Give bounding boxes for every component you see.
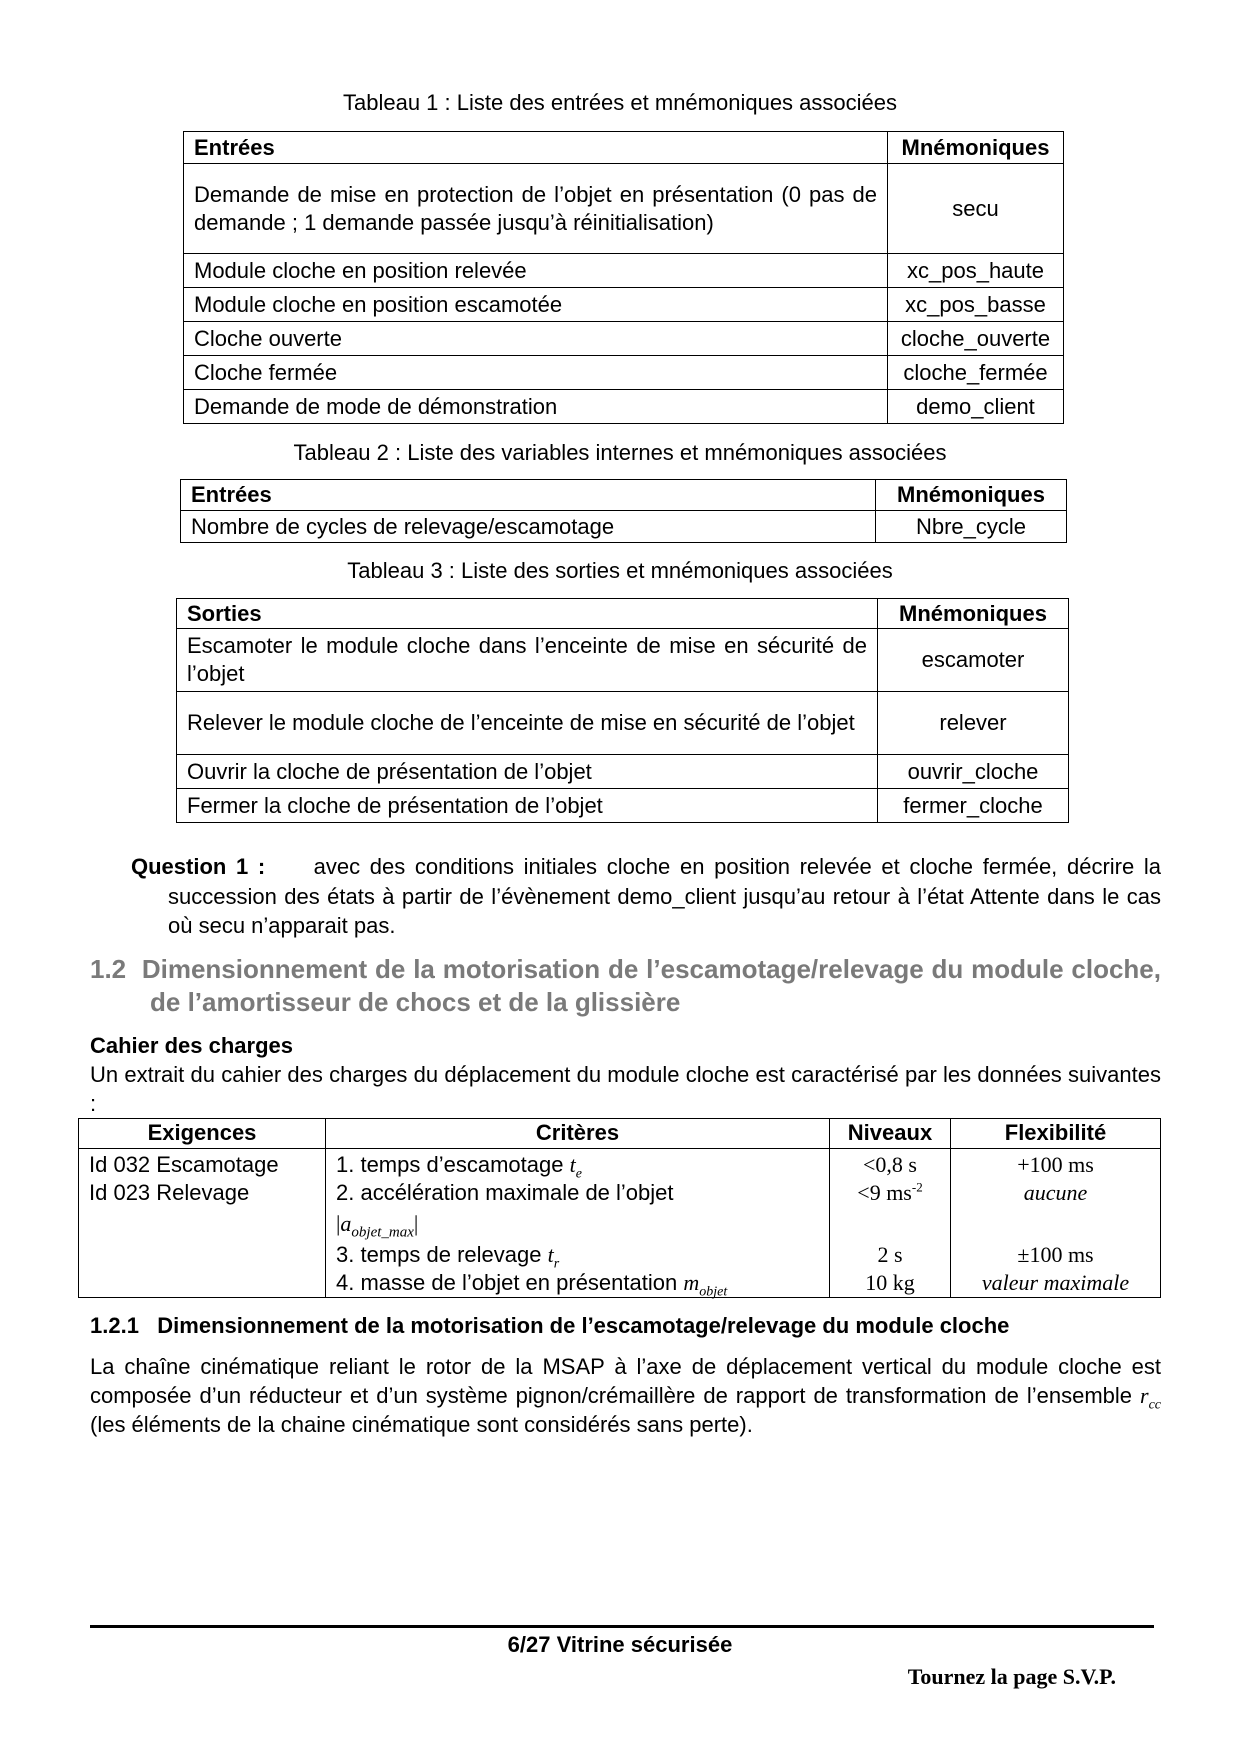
niveau-item — [840, 1179, 940, 1207]
section-title: Dimensionnement de la motorisation de l’escamotage/relevage du module cloche, de l’amortisseur de chocs et de la glissière — [141, 953, 1161, 1017]
cahier-title: Cahier des charges — [90, 1032, 293, 1058]
exigence-item: Id 032 Escamotage — [89, 1151, 279, 1177]
critere-text: 4. masse de l’objet en présentation — [336, 1269, 684, 1295]
table-cell: Relever le module cloche de l’enceinte de mise en sécurité de l’objet — [177, 692, 878, 755]
table-header: Mnémoniques — [888, 132, 1064, 164]
table-cell: Cloche fermée — [184, 356, 888, 390]
table1-inputs — [183, 131, 1064, 424]
flexibilite-item: +100 ms — [1017, 1151, 1094, 1177]
symbol: a — [340, 1210, 352, 1236]
flexibilite-item: ±100 ms — [1017, 1241, 1094, 1267]
symbol: t — [547, 1241, 554, 1267]
table-header: Niveaux — [830, 1118, 951, 1148]
symbol: t — [569, 1151, 576, 1177]
table3-outputs — [176, 598, 1069, 823]
critere-text: 1. temps d’escamotage — [336, 1151, 570, 1177]
table-cell: Cloche ouverte — [184, 322, 888, 356]
table-cell: ouvrir_cloche — [878, 755, 1069, 789]
exponent: -2 — [911, 1179, 923, 1195]
criteria-table — [78, 1118, 1161, 1298]
table-cell: secu — [888, 164, 1064, 254]
footer-turn-page: Tournez la page S.V.P. — [907, 1664, 1116, 1689]
section-number: 1.2 — [90, 953, 127, 984]
table-header: Mnémoniques — [876, 480, 1067, 511]
flexibilite-item: aucune — [1023, 1179, 1088, 1205]
table2-caption: Tableau 2 : Liste des variables internes et mnémoniques associées — [293, 440, 947, 465]
table-cell: Module cloche en position relevée — [184, 254, 888, 288]
section-1-2-1-heading — [90, 1312, 1161, 1340]
niveau-item: 2 s — [877, 1241, 903, 1267]
critere-item — [336, 1269, 819, 1297]
symbol-sub: objet_max — [351, 1223, 414, 1240]
table-cell: Demande de mise en protection de l’objet en présentation (0 pas de demande ; 1 demande passée jusqu’à réinitialisation) — [184, 164, 888, 254]
table-header: Flexibilité — [951, 1118, 1161, 1148]
table-cell: Nbre_cycle — [876, 511, 1067, 543]
paragraph-text: (les éléments de la chaine cinématique sont considérés sans perte). — [90, 1411, 753, 1437]
symbol: r — [1140, 1382, 1149, 1408]
section-1-2-heading — [90, 953, 1161, 1019]
niveau-item: <0,8 s — [863, 1151, 917, 1177]
table-header: Exigences — [79, 1118, 326, 1148]
table3-caption: Tableau 3 : Liste des sorties et mnémoniques associées — [347, 558, 893, 583]
footer-divider — [90, 1625, 1154, 1628]
question-1 — [131, 852, 1161, 941]
critere-item — [336, 1241, 819, 1269]
table-cell: demo_client — [888, 390, 1064, 424]
symbol-sub: cc — [1148, 1396, 1161, 1412]
paragraph-text: La chaîne cinématique reliant le rotor de la MSAP à l’axe de déplacement vertical du module cloche est composée d’un réducteur et d’un système pignon/crémaillère de rapport de transformation de l’ensemble — [90, 1353, 1161, 1408]
table-cell: cloche_fermée — [888, 356, 1064, 390]
critere-item — [336, 1151, 819, 1179]
table-cell: Module cloche en position escamotée — [184, 288, 888, 322]
table-header: Mnémoniques — [878, 599, 1069, 629]
amax-symbol: $|a_{objet\_max}|$ — [336, 1210, 419, 1240]
table-header: Critères — [326, 1118, 830, 1148]
symbol-sub: r — [553, 1255, 560, 1271]
flexibilite-item: valeur maximale — [981, 1269, 1130, 1295]
exigence-item: Id 023 Relevage — [89, 1179, 250, 1205]
symbol-sub: objet — [699, 1283, 728, 1299]
paragraph — [90, 1352, 1161, 1439]
cahier-text: Un extrait du cahier des charges du déplacement du module cloche est caractérisé par les données suivantes : — [90, 1061, 1161, 1116]
symbol: m — [683, 1269, 700, 1295]
table-cell: Fermer la cloche de présentation de l’objet — [177, 789, 878, 823]
question-text: avec des conditions initiales cloche en position relevée et cloche fermée, décrire la succession des états à partir de l’évènement demo_client jusqu’au retour à l’état Attente dans le cas où secu n’apparait pas. — [168, 854, 1162, 938]
table-header: Sorties — [177, 599, 878, 629]
symbol-sub: e — [575, 1165, 582, 1181]
table-cell: xc_pos_haute — [888, 254, 1064, 288]
table-cell: fermer_cloche — [878, 789, 1069, 823]
table-cell: Ouvrir la cloche de présentation de l’objet — [177, 755, 878, 789]
table-header: Entrées — [181, 480, 876, 511]
table1-caption: Tableau 1 : Liste des entrées et mnémoniques associées — [343, 90, 897, 115]
table-cell: cloche_ouverte — [888, 322, 1064, 356]
critere-text: 3. temps de relevage — [336, 1241, 548, 1267]
section-number: 1.2.1 — [90, 1312, 139, 1338]
table-cell: Escamoter le module cloche dans l’enceinte de mise en sécurité de l’objet — [177, 629, 878, 692]
table-cell: escamoter — [878, 629, 1069, 692]
table2-internal-variables — [180, 479, 1067, 543]
section-title: Dimensionnement de la motorisation de l’escamotage/relevage du module cloche — [157, 1312, 1010, 1338]
question-label: Question 1 : — [131, 854, 266, 879]
main-flow — [90, 852, 1161, 1439]
niveau-text: <9 ms — [857, 1179, 912, 1205]
critere-item: 2. accélération maximale de l’objet — [336, 1179, 674, 1205]
table-cell: relever — [878, 692, 1069, 755]
table-cell: Nombre de cycles de relevage/escamotage — [181, 511, 876, 543]
table-cell: xc_pos_basse — [888, 288, 1064, 322]
table-cell: Demande de mode de démonstration — [184, 390, 888, 424]
niveau-item: 10 kg — [865, 1269, 915, 1295]
footer-page: 6/27 Vitrine sécurisée — [507, 1632, 733, 1657]
table-header: Entrées — [184, 132, 888, 164]
